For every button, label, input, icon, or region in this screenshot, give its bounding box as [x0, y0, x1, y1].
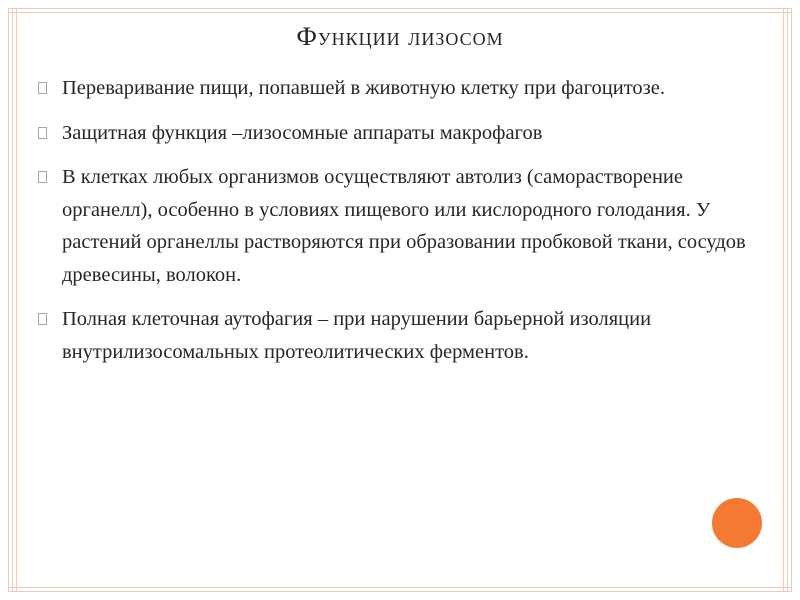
square-bullet-icon [38, 127, 47, 139]
bullet-item [36, 161, 756, 291]
bullet-text: Переваривание пищи, попавшей в животную клетку при фагоцитозе. [62, 77, 665, 99]
bullet-text: Полная клеточная аутофагия – при нарушении барьерной изоляции внутрилизосомальных протеолитических ферментов. [62, 308, 652, 363]
square-bullet-icon [38, 171, 47, 183]
frame-stripe-left [12, 8, 13, 592]
slide-title: Функции лизосом [296, 22, 504, 51]
frame-stripe-right [787, 8, 788, 592]
frame-stripe-right-inner [783, 8, 784, 592]
frame-line-top [8, 12, 792, 13]
bullet-text: Защитная функция –лизосомные аппараты макрофагов [62, 121, 543, 144]
bullet-item [36, 303, 756, 368]
square-bullet-icon [38, 313, 47, 325]
bullet-item [36, 72, 756, 105]
bullet-list [36, 72, 756, 380]
frame-stripe-left-inner [16, 8, 17, 592]
bullet-item [36, 117, 756, 150]
square-bullet-icon [38, 82, 47, 94]
orange-circle-icon [712, 498, 762, 548]
bullet-text: В клетках любых организмов осуществляют автолиз (саморастворение органелл), особенно в условиях пищевого или кислородного голодания. У растений органеллы растворяются при образовании пробковой ткани, сосудов древесины, волокон. [62, 166, 746, 286]
frame-line-bottom [8, 587, 792, 588]
